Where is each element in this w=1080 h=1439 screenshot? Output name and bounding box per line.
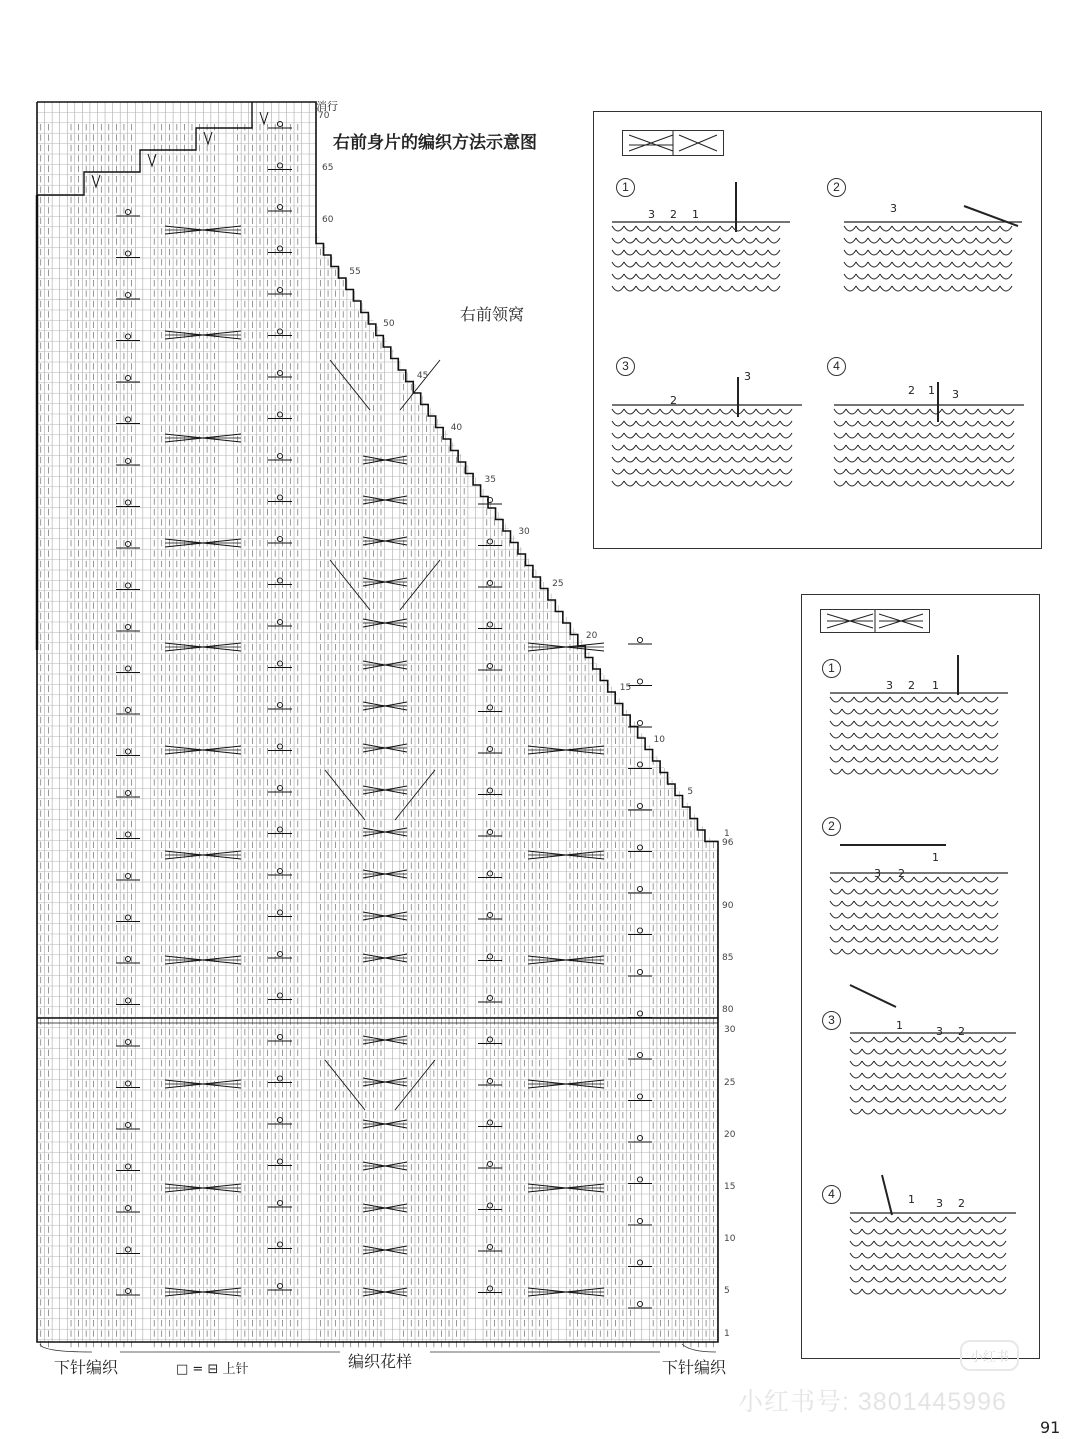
row-num-lower-b-2: 20 bbox=[724, 1130, 736, 1140]
label-1-3-b: 3 bbox=[744, 370, 751, 383]
bobble-col-a-3 bbox=[116, 334, 140, 341]
label-1-1-c: 1 bbox=[692, 208, 699, 221]
watermark: 小红书号: 3801445996 bbox=[738, 1388, 1007, 1416]
bobble-col-a-11 bbox=[116, 666, 140, 673]
label-2-4-c: 2 bbox=[958, 1197, 965, 1210]
bobble-col-a-5 bbox=[116, 417, 140, 424]
cable-left-8 bbox=[165, 1080, 241, 1088]
cable-left-7 bbox=[165, 956, 241, 964]
shaping-label: 消行 bbox=[316, 100, 338, 113]
illustration-1-2 bbox=[844, 222, 1022, 291]
step-3-badge: 3 bbox=[822, 1011, 841, 1030]
cable-left-4 bbox=[165, 643, 241, 651]
illustration-2-3 bbox=[850, 1033, 1016, 1114]
bobble-col-a-8 bbox=[116, 541, 140, 548]
row-num-upper-5: 45 bbox=[416, 371, 429, 381]
step-1-badge: 1 bbox=[822, 659, 841, 678]
needle-1-2 bbox=[964, 206, 1018, 226]
bobble-col-a-6 bbox=[116, 458, 140, 465]
bobble-col-d-14 bbox=[628, 1218, 652, 1225]
step-2-badge: 2 bbox=[822, 817, 841, 836]
bobble-col-a-20 bbox=[116, 1039, 140, 1046]
label-1-2-a: 3 bbox=[890, 202, 897, 215]
row-num-upper-1: 65 bbox=[322, 163, 334, 173]
bobble-col-a-21 bbox=[116, 1081, 140, 1088]
label-2-2-b: 2 bbox=[898, 867, 905, 880]
label-1-4-b: 1 bbox=[928, 384, 935, 397]
row-num-lower-b-3: 15 bbox=[724, 1182, 736, 1192]
row-num-upper-11: 15 bbox=[619, 683, 632, 693]
bobble-col-a-4 bbox=[116, 375, 140, 382]
bobble-col-d-1 bbox=[628, 679, 652, 686]
bobble-col-a-23 bbox=[116, 1164, 140, 1171]
bobble-col-a-7 bbox=[116, 500, 140, 507]
footer-center-label: 编织花样 bbox=[348, 1352, 413, 1371]
cable-crossings bbox=[165, 226, 604, 1296]
row-num-upper-9: 25 bbox=[552, 579, 564, 589]
bobble-col-a-26 bbox=[116, 1288, 140, 1295]
cable-technique-panel-2 bbox=[801, 594, 1040, 1359]
needle-2-3 bbox=[850, 985, 896, 1007]
bobble-col-a-16 bbox=[116, 873, 140, 880]
label-1-4-c: 3 bbox=[952, 388, 959, 401]
bobble-col-d-7 bbox=[628, 928, 652, 935]
row-num-lower-a-1: 90 bbox=[722, 901, 734, 911]
step-3-badge: 3 bbox=[616, 357, 635, 376]
step-1-badge: 1 bbox=[616, 178, 635, 197]
bobble-col-d-10 bbox=[628, 1052, 652, 1059]
bobble-col-a-9 bbox=[116, 583, 140, 590]
footer-left-label: 下针编织 bbox=[54, 1358, 119, 1377]
bobble-col-d-0 bbox=[628, 637, 652, 644]
row-num-upper-14: 1 bbox=[724, 829, 730, 839]
chart-title: 右前身片的编织方法示意图 bbox=[333, 133, 537, 153]
bobble-col-a-22 bbox=[116, 1122, 140, 1129]
bobble-col-a-15 bbox=[116, 832, 140, 839]
row-num-lower-a-0: 96 bbox=[722, 838, 734, 848]
bobble-col-a-2 bbox=[116, 292, 140, 299]
cable-left-5 bbox=[165, 746, 241, 754]
row-num-lower-a-3: 80 bbox=[722, 1005, 734, 1015]
bobble-col-d-12 bbox=[628, 1135, 652, 1142]
label-1-1-b: 2 bbox=[670, 208, 677, 221]
knit-illustrations-1 bbox=[608, 182, 1028, 532]
bobble-col-a-14 bbox=[116, 790, 140, 797]
illustration-2-2 bbox=[830, 873, 1008, 954]
footer-right-label: 下针编织 bbox=[662, 1358, 727, 1377]
cable-technique-panel-1 bbox=[593, 111, 1042, 549]
bobble-col-a-13 bbox=[116, 749, 140, 756]
bobble-col-d-16 bbox=[628, 1301, 652, 1308]
illustration-2-4 bbox=[850, 1213, 1016, 1294]
bobble-col-a-25 bbox=[116, 1247, 140, 1254]
row-num-lower-b-4: 10 bbox=[724, 1234, 736, 1244]
bobble-col-d-5 bbox=[628, 845, 652, 852]
bobble-col-d-8 bbox=[628, 969, 652, 976]
label-1-1-a: 3 bbox=[648, 208, 655, 221]
bobble-col-a-19 bbox=[116, 998, 140, 1005]
label-2-1-b: 2 bbox=[908, 679, 915, 692]
label-2-4-b: 3 bbox=[936, 1197, 943, 1210]
label-2-3-b: 3 bbox=[936, 1025, 943, 1038]
label-1-4-a: 2 bbox=[908, 384, 915, 397]
illustration-1-4 bbox=[834, 405, 1024, 486]
cable-symbol-1 bbox=[622, 130, 724, 156]
label-1-3-a: 2 bbox=[670, 394, 677, 407]
knit-illustrations-2 bbox=[826, 655, 1036, 1345]
illustration-2-1 bbox=[830, 693, 1008, 774]
symbol-key: □ = ⊟ 上针 bbox=[176, 1362, 249, 1377]
row-num-upper-2: 60 bbox=[322, 215, 334, 225]
cable-symbol-2 bbox=[820, 609, 930, 633]
bobble-col-d-9 bbox=[628, 1011, 652, 1018]
illustration-1-1 bbox=[612, 222, 790, 291]
step-4-badge: 4 bbox=[822, 1185, 841, 1204]
row-num-upper-0: 70 bbox=[318, 111, 330, 121]
row-num-upper-3: 55 bbox=[349, 267, 361, 277]
row-num-upper-4: 50 bbox=[383, 319, 395, 329]
label-2-3-c: 2 bbox=[958, 1025, 965, 1038]
row-num-upper-13: 5 bbox=[687, 787, 694, 797]
bobble-col-d-15 bbox=[628, 1260, 652, 1267]
row-num-upper-8: 30 bbox=[518, 527, 530, 537]
step-2-badge: 2 bbox=[827, 178, 846, 197]
bobble-col-c-0 bbox=[478, 497, 502, 504]
bobble-col-d-11 bbox=[628, 1094, 652, 1101]
step-4-badge: 4 bbox=[827, 357, 846, 376]
row-num-lower-b-0: 30 bbox=[724, 1025, 736, 1035]
page-number: 91 bbox=[1040, 1418, 1061, 1437]
row-num-upper-12: 10 bbox=[653, 735, 665, 745]
cable-left-9 bbox=[165, 1184, 241, 1192]
bobble-col-a-24 bbox=[116, 1205, 140, 1212]
label-2-2-a: 3 bbox=[874, 867, 881, 880]
row-num-lower-b-1: 25 bbox=[724, 1078, 736, 1088]
bobble-col-a-0 bbox=[116, 209, 140, 216]
cable-left-2 bbox=[165, 434, 241, 442]
neckline-label: 右前领窝 bbox=[460, 305, 525, 324]
bobble-col-d-13 bbox=[628, 1177, 652, 1184]
cable-left-0 bbox=[165, 226, 241, 234]
bobble-col-a-10 bbox=[116, 624, 140, 631]
shoulder-steps bbox=[37, 102, 252, 195]
illustration-1-3 bbox=[612, 405, 802, 486]
needle-2-4 bbox=[882, 1175, 892, 1215]
label-2-3-a: 1 bbox=[896, 1019, 903, 1032]
row-num-lower-b-5: 5 bbox=[724, 1286, 730, 1296]
bobble-col-a-12 bbox=[116, 707, 140, 714]
label-2-2-c: 1 bbox=[932, 851, 939, 864]
row-num-upper-10: 20 bbox=[585, 631, 598, 641]
cable-left-3 bbox=[165, 539, 241, 547]
row-num-lower-a-2: 85 bbox=[722, 953, 734, 963]
bobble-col-d-6 bbox=[628, 886, 652, 893]
bobble-col-a-18 bbox=[116, 956, 140, 963]
label-2-1-c: 1 bbox=[932, 679, 939, 692]
label-2-1-a: 3 bbox=[886, 679, 893, 692]
row-num-upper-7: 35 bbox=[484, 475, 496, 485]
row-num-lower-b-6: 1 bbox=[724, 1329, 730, 1339]
label-2-4-a: 1 bbox=[908, 1193, 915, 1206]
bobble-col-a-17 bbox=[116, 915, 140, 922]
cable-left-1 bbox=[165, 331, 241, 339]
row-num-upper-6: 40 bbox=[450, 423, 463, 433]
bobble-col-a-1 bbox=[116, 251, 140, 258]
cable-left-6 bbox=[165, 851, 241, 859]
cable-left-10 bbox=[165, 1288, 241, 1296]
watermark-badge: 小红书 bbox=[960, 1340, 1019, 1371]
